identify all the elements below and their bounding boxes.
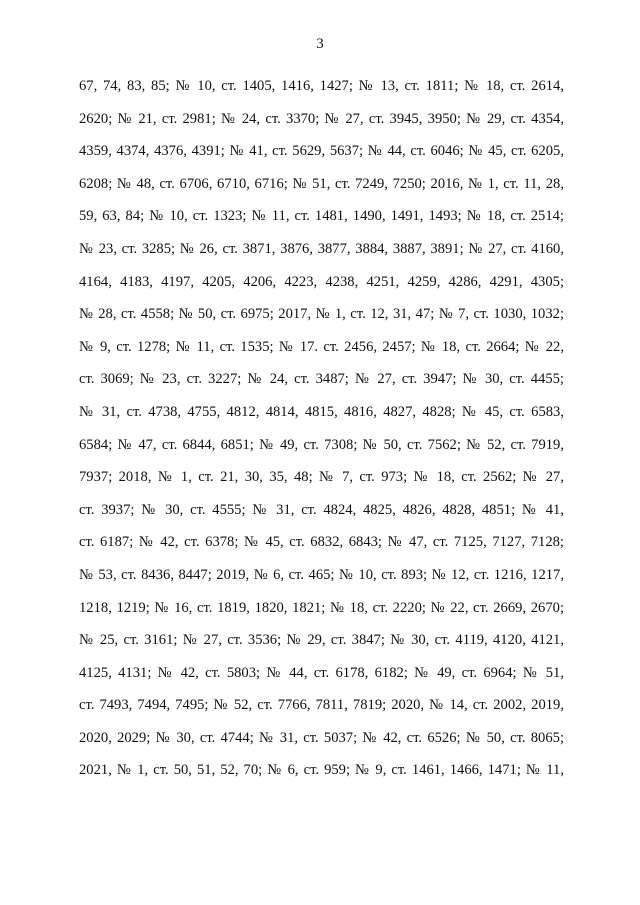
text-line: 4359, 4374, 4376, 4391; № 41, ст. 5629, 5637; № 44, ст. 6046; № 45, ст. 6205, (79, 143, 564, 160)
text-line: № 53, ст. 8436, 8447; 2019, № 6, ст. 465; № 10, ст. 893; № 12, ст. 1216, 1217, (79, 566, 564, 583)
text-line: 1218, 1219; № 16, ст. 1819, 1820, 1821; № 18, ст. 2220; № 22, ст. 2669, 2670; (79, 599, 564, 616)
text-line: № 9, ст. 1278; № 11, ст. 1535; № 17. ст. 2456, 2457; № 18, ст. 2664; № 22, (79, 338, 564, 355)
text-line: 2620; № 21, ст. 2981; № 24, ст. 3370; № 27, ст. 3945, 3950; № 29, ст. 4354, (79, 110, 564, 127)
text-line: ст. 6187; № 42, ст. 6378; № 45, ст. 6832, 6843; № 47, ст. 7125, 7127, 7128; (79, 534, 564, 551)
text-line: 6584; № 47, ст. 6844, 6851; № 49, ст. 7308; № 50, ст. 7562; № 52, ст. 7919, (79, 436, 564, 453)
text-line: 4164, 4183, 4197, 4205, 4206, 4223, 4238, 4251, 4259, 4286, 4291, 4305; (79, 273, 564, 290)
text-line: 2021, № 1, ст. 50, 51, 52, 70; № 6, ст. 959; № 9, ст. 1461, 1466, 1471; № 11, (79, 762, 564, 779)
text-line: 7937; 2018, № 1, ст. 21, 30, 35, 48; № 7, ст. 973; № 18, ст. 2562; № 27, (79, 469, 564, 486)
text-line: 59, 63, 84; № 10, ст. 1323; № 11, ст. 1481, 1490, 1491, 1493; № 18, ст. 2514; (79, 208, 564, 225)
text-line: ст. 7493, 7494, 7495; № 52, ст. 7766, 7811, 7819; 2020, № 14, ст. 2002, 2019, (79, 697, 564, 714)
text-line: 2020, 2029; № 30, ст. 4744; № 31, ст. 5037; № 42, ст. 6526; № 50, ст. 8065; (79, 729, 564, 746)
text-line: № 23, ст. 3285; № 26, ст. 3871, 3876, 3877, 3884, 3887, 3891; № 27, ст. 4160, (79, 240, 564, 257)
text-line: ст. 3937; № 30, ст. 4555; № 31, ст. 4824, 4825, 4826, 4828, 4851; № 41, (79, 501, 564, 518)
text-line: 6208; № 48, ст. 6706, 6710, 6716; № 51, ст. 7249, 7250; 2016, № 1, ст. 11, 28, (79, 175, 564, 192)
text-line: № 25, ст. 3161; № 27, ст. 3536; № 29, ст. 3847; № 30, ст. 4119, 4120, 4121, (79, 632, 564, 649)
text-line: № 28, ст. 4558; № 50, ст. 6975; 2017, № 1, ст. 12, 31, 47; № 7, ст. 1030, 1032; (79, 306, 564, 323)
text-body (79, 70, 564, 787)
text-line: № 31, ст. 4738, 4755, 4812, 4814, 4815, 4816, 4827, 4828; № 45, ст. 6583, (79, 403, 564, 420)
text-line: 67, 74, 83, 85; № 10, ст. 1405, 1416, 1427; № 13, ст. 1811; № 18, ст. 2614, (79, 78, 564, 94)
text-line: 4125, 4131; № 42, ст. 5803; № 44, ст. 6178, 6182; № 49, ст. 6964; № 51, (79, 664, 564, 681)
text-line: ст. 3069; № 23, ст. 3227; № 24, ст. 3487; № 27, ст. 3947; № 30, ст. 4455; (79, 371, 564, 388)
page-number: 3 (316, 36, 324, 52)
